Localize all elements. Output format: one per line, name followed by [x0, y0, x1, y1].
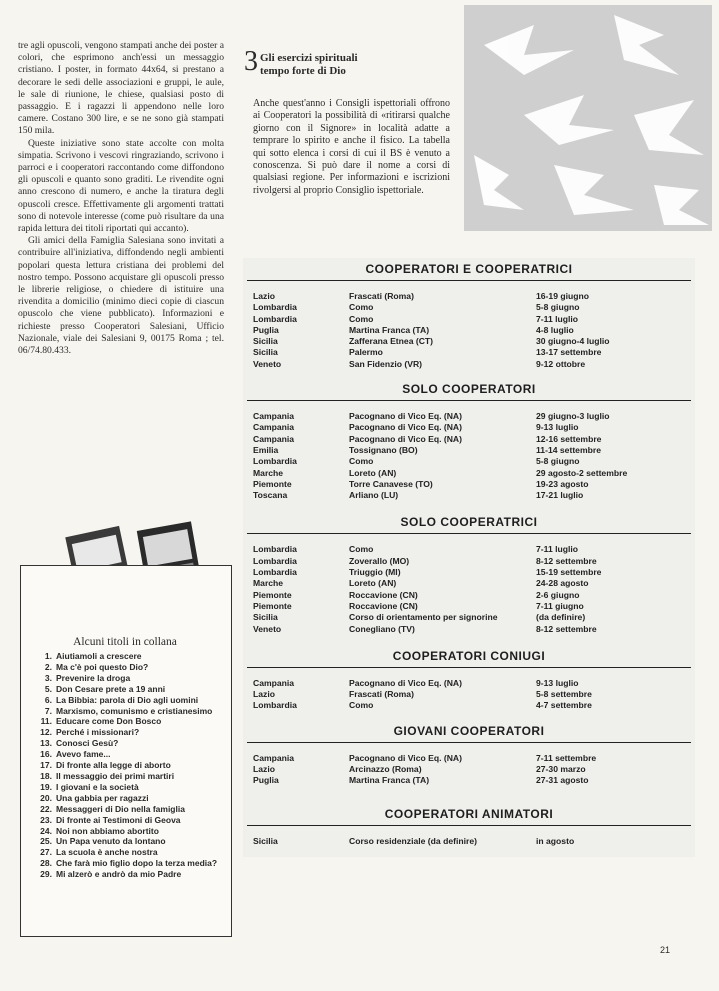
region-cell: Campania: [253, 752, 295, 763]
region-cell: Lombardia: [253, 456, 297, 467]
region-cell: Puglia: [253, 775, 279, 786]
location-cell: Pacognano di Vico Eq. (NA): [349, 422, 463, 433]
booklist-title: Alcuni titoli in collana: [73, 636, 177, 648]
table-row: [243, 468, 695, 479]
booklist-item: [32, 760, 228, 771]
date-cell: 27-30 marzo: [536, 764, 586, 775]
item-title: Un Papa venuto da lontano: [56, 836, 166, 847]
date-cell: 11-14 settembre: [536, 444, 601, 455]
item-number: 18.: [40, 770, 52, 781]
date-cell: 4-8 luglio: [536, 324, 574, 335]
booklist-item: [32, 706, 228, 717]
section-title-line2: tempo forte di Dio: [260, 65, 346, 77]
booklist-item: [32, 727, 228, 738]
table-section-title: GIOVANI COOPERATORI: [393, 723, 545, 738]
item-number: 22.: [40, 803, 52, 814]
table-section: [243, 641, 695, 718]
date-cell: 15-19 settembre: [536, 567, 602, 578]
location-cell: Zoverallo (MO): [349, 555, 410, 566]
retreats-table: [243, 258, 695, 857]
table-row: [243, 700, 695, 711]
item-title: Noi non abbiamo abortito: [56, 825, 159, 836]
location-cell: Tossignano (BO): [349, 444, 418, 455]
region-cell: Sicilia: [253, 835, 278, 846]
location-cell: Roccavione (CN): [349, 600, 418, 611]
table-section: [243, 376, 695, 507]
item-title: Che farà mio figlio dopo la terza media?: [56, 858, 218, 869]
date-cell: 30 giugno-4 luglio: [536, 336, 610, 347]
location-cell: Pacognano di Vico Eq. (NA): [349, 433, 463, 444]
date-cell: 29 giugno-3 luglio: [536, 411, 610, 422]
table-row: [243, 567, 695, 578]
item-title: Aiutiamoli a crescere: [56, 651, 142, 661]
item-number: 29.: [40, 869, 52, 880]
booklist-item: [32, 804, 228, 815]
location-cell: Frascati (Roma): [349, 291, 414, 301]
table-section: [243, 718, 695, 793]
item-number: 25.: [40, 836, 52, 847]
table-row: [243, 422, 695, 433]
location-cell: Como: [349, 544, 374, 555]
section-number: 3: [244, 46, 258, 77]
table-row: [243, 347, 695, 358]
region-cell: Lombardia: [253, 555, 297, 566]
location-cell: San Fidenzio (VR): [349, 358, 423, 369]
table-row: [243, 689, 695, 700]
booklist-item: [32, 695, 228, 706]
region-cell: Lombardia: [253, 700, 297, 711]
table-row: [243, 411, 695, 422]
location-cell: Conegliano (TV): [349, 623, 415, 634]
paragraph: Gli amici della Famiglia Salesiana sono invitati a contribuire all'iniziativa, diffondendo negli ambienti popolari questa lettura cristiana dei problemi del nostro tempo. Possono acquistare gli opuscoli presso le librerie religiose, o chiedere di istituire una rivendita a domicilio (minimo dieci copie di ciascun opuscolo che viene pubblicato). Informazioni e richieste presso Cooperatori Salesiani, Ufficio Nazionale, viale dei Salesiani 9, 00175 Roma ; tel. 06/74.80.433.: [18, 235, 224, 357]
item-title: Conosci Gesù?: [56, 738, 119, 749]
item-title: Messaggeri di Dio nella famiglia: [56, 803, 185, 814]
item-number: 27.: [40, 847, 52, 858]
region-cell: Lombardia: [253, 567, 297, 578]
table-section-title: SOLO COOPERATRICI: [400, 515, 538, 530]
paragraph: Queste iniziative sono state accolte con molta simpatia. Scrivono i vescovi ringraziando, scrivono i parroci e i cooperatori raccontando come diffondono gli opuscoli e quanto sono graditi. Le rivendite ogni anno crescono di numero, e anche la tiratura degli opuscoli cresce. Effettivamente gli argomenti trattati sono di notevole interesse (come può risultare da una rapida lettura dei titoli riportati qui accanto).: [18, 137, 224, 235]
table-row: [243, 601, 695, 612]
booklist-item: [32, 673, 228, 684]
booklist-item: [32, 815, 228, 826]
date-cell: 9-13 luglio: [536, 422, 579, 433]
location-cell: Roccavione (CN): [349, 589, 418, 600]
date-cell: 27-31 agosto: [536, 775, 589, 786]
table-row: [243, 336, 695, 347]
table-section-title: COOPERATORI E COOPERATRICI: [365, 262, 573, 276]
table-row: [243, 291, 695, 302]
item-title: Di fronte alla legge di aborto: [56, 760, 171, 771]
item-number: 6.: [44, 694, 52, 705]
table-section: [243, 507, 695, 640]
item-number: 23.: [40, 814, 52, 825]
booklist-item: [32, 749, 228, 760]
item-title: Marxismo, comunismo e cristianesimo: [56, 705, 213, 716]
item-number: 12.: [40, 727, 52, 738]
table-row: [243, 590, 695, 601]
region-cell: Piemonte: [253, 589, 292, 600]
location-cell: Loreto (AN): [349, 578, 397, 589]
booklist-item: [32, 826, 228, 837]
item-title: La scuola è anche nostra: [56, 847, 158, 858]
location-cell: Martina Franca (TA): [349, 775, 430, 786]
table-row: [243, 314, 695, 325]
booklist-item: [32, 836, 228, 847]
booklist-item: [32, 662, 228, 673]
item-number: 3.: [44, 672, 52, 683]
doves-photo: [464, 5, 712, 231]
date-cell: in agosto: [536, 835, 575, 846]
page-number: 21: [660, 945, 671, 955]
location-cell: Frascati (Roma): [349, 689, 414, 700]
item-number: 5.: [44, 683, 52, 694]
table-row: [243, 325, 695, 336]
booklist-item: [32, 869, 228, 880]
region-cell: Veneto: [253, 358, 282, 369]
table-row: [243, 434, 695, 445]
item-title: Educare come Don Bosco: [56, 716, 162, 727]
location-cell: Como: [349, 456, 374, 467]
table-row: [243, 578, 695, 589]
region-cell: Campania: [253, 677, 295, 688]
region-cell: Campania: [253, 422, 295, 433]
region-cell: Lombardia: [253, 302, 297, 313]
item-number: 11.: [40, 716, 52, 727]
item-number: 24.: [40, 825, 52, 836]
table-section-title: COOPERATORI CONIUGI: [392, 648, 546, 663]
item-number: 13.: [40, 738, 52, 749]
table-row: [243, 624, 695, 635]
item-title: Ma c'è poi questo Dio?: [56, 661, 149, 672]
table-row: [243, 753, 695, 764]
item-title: Perché i missionari?: [56, 727, 140, 738]
location-cell: Pacognano di Vico Eq. (NA): [349, 411, 463, 422]
date-cell: 16-19 giugno: [536, 291, 590, 301]
region-cell: Campania: [253, 433, 295, 444]
location-cell: Triuggio (MI): [349, 567, 401, 578]
booklist-item: [32, 782, 228, 793]
date-cell: 7-11 luglio: [536, 313, 579, 324]
table-row: [243, 556, 695, 567]
region-cell: Piemonte: [253, 478, 292, 489]
location-cell: Corso residenziale (da definire): [349, 835, 477, 846]
table-row: [243, 302, 695, 313]
date-cell: 9-13 luglio: [536, 677, 579, 688]
date-cell: 7-11 giugno: [536, 600, 584, 611]
booklist-item: [32, 716, 228, 727]
booklist-item: [32, 738, 228, 749]
region-cell: Sicilia: [253, 612, 278, 623]
date-cell: 8-12 settembre: [536, 555, 597, 566]
booklist-item: [32, 793, 228, 804]
date-cell: 19-23 agosto: [536, 478, 589, 489]
item-title: Mi alzerò e andrò da mio Padre: [56, 869, 182, 880]
table-section-title: COOPERATORI ANIMATORI: [384, 806, 554, 821]
location-cell: Palermo: [349, 347, 383, 358]
location-cell: Como: [349, 700, 374, 711]
date-cell: 4-7 settembre: [536, 700, 592, 711]
table-row: [243, 764, 695, 775]
item-number: 2.: [44, 661, 52, 672]
section-intro: Anche quest'anno i Consigli ispettoriali offrono ai Cooperatori la possibilità di «ritirarsi qualche giorno con il Signore» in località adatte a temprare lo spirito e anche il fisico. La tabella qui sotto elenca i corsi di cui il BS è venuto a conoscenza. Si può dare il nome a corsi di qualsiasi regione. Per informazioni e iscrizioni rivolgersi al proprio Consiglio ispettoriale.: [253, 98, 450, 196]
table-row: [243, 836, 695, 847]
region-cell: Toscana: [253, 490, 288, 501]
table-section-title: SOLO COOPERATORI: [402, 382, 536, 397]
region-cell: Lombardia: [253, 313, 297, 324]
region-cell: Lazio: [253, 764, 275, 775]
date-cell: 24-28 agosto: [536, 578, 589, 589]
table-row: [243, 445, 695, 456]
item-title: I giovani e la società: [56, 781, 139, 792]
date-cell: 2-6 giugno: [536, 589, 580, 600]
item-number: 16.: [40, 749, 52, 760]
booklist-item: [32, 651, 228, 662]
date-cell: 7-11 luglio: [536, 544, 579, 555]
table-row: [243, 479, 695, 490]
item-title: Il messaggio dei primi martiri: [56, 770, 175, 781]
date-cell: 17-21 luglio: [536, 490, 584, 501]
region-cell: Sicilia: [253, 347, 278, 358]
location-cell: Loreto (AN): [349, 467, 397, 478]
table-row: [243, 678, 695, 689]
location-cell: Pacognano di Vico Eq. (NA): [349, 677, 463, 688]
item-number: 1.: [44, 651, 52, 661]
left-text-column: [18, 40, 224, 357]
location-cell: Zafferana Etnea (CT): [349, 336, 434, 347]
region-cell: Marche: [253, 467, 284, 478]
item-number: 17.: [40, 760, 52, 771]
location-cell: Como: [349, 302, 374, 313]
item-number: 20.: [40, 792, 52, 803]
region-cell: Puglia: [253, 324, 279, 335]
location-cell: Torre Canavese (TO): [349, 478, 433, 489]
location-cell: Martina Franca (TA): [349, 324, 430, 335]
region-cell: Piemonte: [253, 600, 292, 611]
location-cell: Como: [349, 313, 374, 324]
section-heading: [244, 48, 444, 78]
item-title: Di fronte ai Testimoni di Geova: [56, 814, 181, 825]
item-title: Una gabbia per ragazzi: [56, 792, 149, 803]
item-title: Avevo fame...: [56, 749, 111, 760]
region-cell: Lazio: [253, 291, 275, 301]
table-section: [243, 258, 695, 376]
location-cell: Corso di orientamento per signorine: [349, 612, 498, 623]
table-row: [243, 456, 695, 467]
date-cell: 8-12 settembre: [536, 623, 597, 634]
item-title: Don Cesare prete a 19 anni: [56, 683, 166, 694]
location-cell: Arliano (LU): [349, 490, 399, 501]
location-cell: Arcinazzo (Roma): [349, 764, 422, 775]
region-cell: Lazio: [253, 689, 275, 700]
booklist: [32, 651, 228, 880]
region-cell: Campania: [253, 411, 295, 422]
item-number: 28.: [40, 858, 52, 869]
date-cell: 29 agosto-2 settembre: [536, 467, 628, 478]
item-number: 7.: [44, 705, 52, 716]
table-row: [243, 612, 695, 623]
table-section: [243, 793, 695, 857]
region-cell: Emilia: [253, 444, 279, 455]
section-title-line1: Gli esercizi spirituali: [260, 52, 358, 64]
region-cell: Veneto: [253, 623, 282, 634]
table-row: [243, 775, 695, 786]
location-cell: Pacognano di Vico Eq. (NA): [349, 752, 463, 763]
date-cell: 5-8 giugno: [536, 302, 580, 313]
booklist-item: [32, 847, 228, 858]
date-cell: 9-12 ottobre: [536, 358, 586, 369]
date-cell: 12-16 settembre: [536, 433, 602, 444]
region-cell: Lombardia: [253, 544, 297, 555]
table-row: [243, 490, 695, 501]
date-cell: 5-8 giugno: [536, 456, 580, 467]
booklist-item: [32, 858, 228, 869]
paragraph: tre agli opuscoli, vengono stampati anche dei poster a colori, che esprimono anch'essi un messaggio cristiano. I poster, in formato 44x64, si prestano a decorare le sedi delle associazioni e gruppi, le aule, le sale di riunione, le chiese, qualsiasi posto di passaggio. E i ragazzi li appendono nelle loro camere. Costano 300 lire, e se ne sono già stampati 150 mila.: [18, 40, 224, 137]
table-row: [243, 544, 695, 555]
item-title: La Bibbia: parola di Dio agli uomini: [56, 694, 199, 705]
date-cell: 13-17 settembre: [536, 347, 602, 358]
item-number: 19.: [40, 781, 52, 792]
date-cell: 5-8 settembre: [536, 689, 592, 700]
date-cell: 7-11 settembre: [536, 752, 597, 763]
region-cell: Sicilia: [253, 336, 278, 347]
date-cell: (da definire): [536, 612, 586, 623]
booklist-item: [32, 684, 228, 695]
booklist-item: [32, 771, 228, 782]
region-cell: Marche: [253, 578, 284, 589]
item-title: Prevenire la droga: [56, 672, 131, 683]
table-row: [243, 359, 695, 370]
